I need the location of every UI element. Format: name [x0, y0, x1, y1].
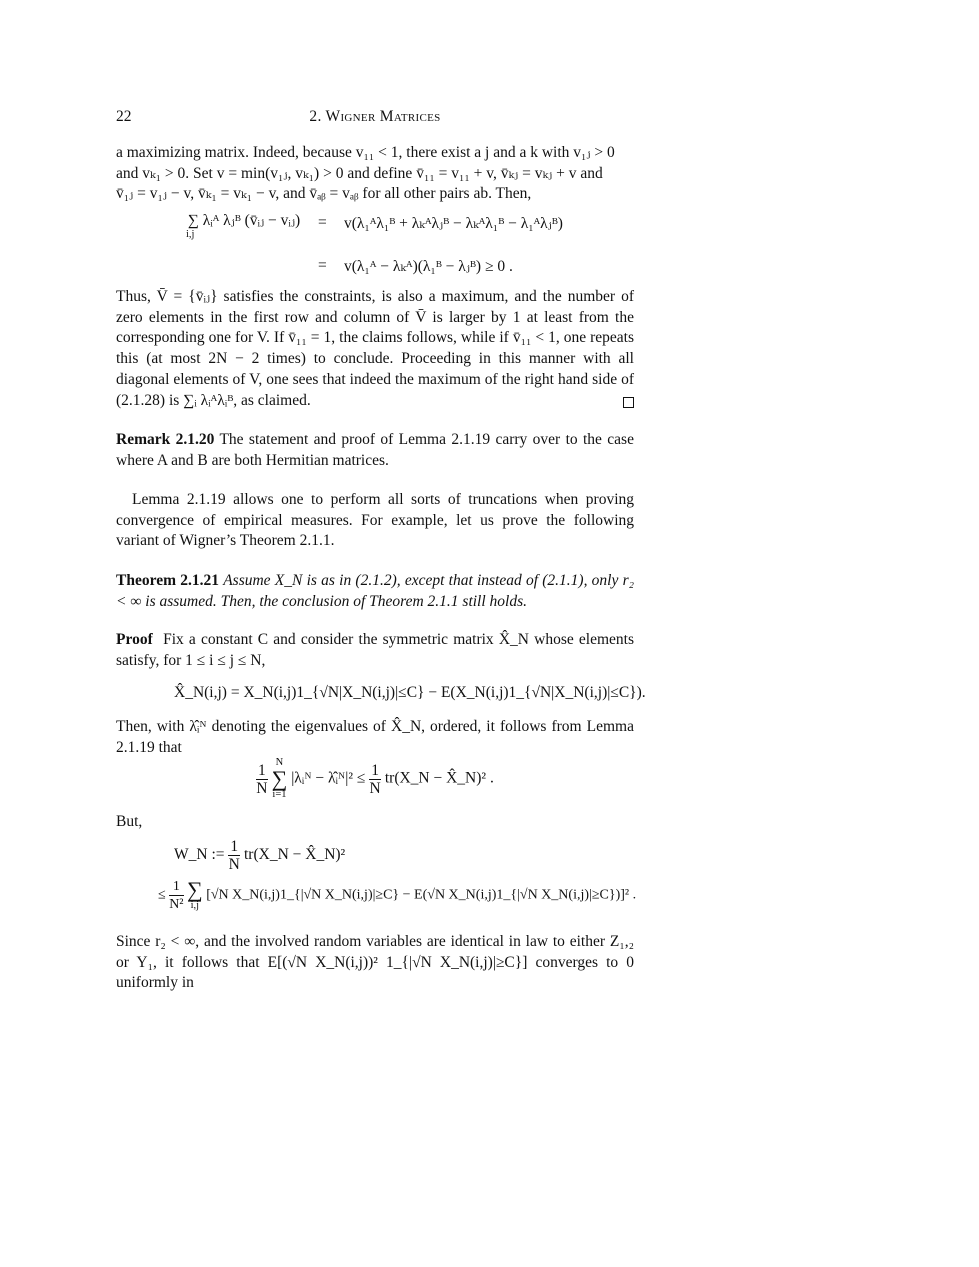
sum-upper-limit: N [275, 757, 284, 768]
summation: ∑ i,j [187, 876, 203, 911]
sum-index: i,j [190, 899, 200, 911]
proof-end [116, 287, 634, 411]
text-line: a maximizing matrix. Indeed, because v₁₁ < 1, there exist a j and a k with v₁ⱼ > 0 [116, 144, 615, 161]
proof [116, 630, 634, 671]
denominator: N [256, 779, 268, 797]
page-header [116, 108, 634, 128]
fraction [228, 838, 240, 873]
fraction [169, 878, 183, 913]
equation-body: |λᵢᴺ − λ̂ᵢᴺ|² ≤ [291, 769, 366, 787]
numerator: 1 [169, 878, 183, 896]
final-text [116, 932, 634, 994]
equals-sign: = [318, 257, 327, 274]
equation-body: X̂_N(i,j) = X_N(i,j)1_{√N|X_N(i,j)|≤C} − E(X_N(i,j)1_{√N|X_N(i,j)|≤C}). [174, 684, 646, 701]
chapter-title: 2. Wigner Matrices [309, 108, 441, 125]
numerator: 1 [258, 761, 266, 779]
page-number: 22 [116, 108, 132, 125]
display-equation-3 [116, 757, 634, 813]
equation-tail: tr(X_N − X̂_N)² . [384, 769, 494, 787]
proof-label: Proof [116, 631, 153, 648]
equation-body: [√N X_N(i,j)1_{|√N X_N(i,j)|≥C} − E(√N X_N(i,j)1_{|√N X_N(i,j)|≥C})]² . [206, 887, 637, 903]
denominator: N² [169, 897, 184, 912]
then-text [116, 717, 634, 758]
remark-label: Remark 2.1.20 [116, 431, 215, 448]
theorem [116, 571, 634, 612]
denominator: N [228, 856, 240, 873]
qed-square-icon [623, 397, 634, 408]
numerator: 1 [371, 761, 379, 779]
fraction [369, 762, 381, 797]
but-text [116, 812, 634, 833]
summation: N ∑ i=1 [271, 757, 288, 800]
equation-rhs: v(λ₁ᴬ − λₖᴬ)(λ₁ᴮ − λⱼᴮ) ≥ 0 . [344, 258, 513, 275]
theorem-label: Theorem 2.1.21 [116, 572, 219, 589]
equation-rhs: tr(X_N − X̂_N)² [244, 846, 346, 864]
text-line: But, [116, 813, 143, 830]
sum-index: i,j [186, 229, 195, 240]
display-equation-4 [116, 838, 637, 928]
denominator: N [369, 779, 381, 797]
paragraph-text: Lemma 2.1.19 allows one to perform all sorts of truncations when proving convergence of empirical measures. For example, let us prove the following variant of Wigner’s Theorem 2.1.1. [116, 491, 634, 550]
equation-lhs: ∑ λᵢᴬ λⱼᴮ (v̄ᵢⱼ − vᵢⱼ) [187, 212, 301, 229]
proof-continuation [116, 143, 634, 205]
equals-sign: = [318, 214, 327, 231]
remark [116, 430, 634, 471]
display-equation-1 [116, 208, 634, 284]
text-line: Since r₂ < ∞, and the involved random variables are identical in law to either Z₁,₂ or Y₁, it follows that E[(√N X_N(i,j))² 1_{|√N X_N(i,j)|≥C}] converges to 0 uniformly in [116, 933, 634, 992]
equation-lhs: W_N := [174, 846, 225, 864]
paragraph [116, 490, 634, 552]
sum-lower-limit: i=1 [272, 789, 287, 800]
equation-rhs: v(λ₁ᴬλ₁ᴮ + λₖᴬλⱼᴮ − λₖᴬλ₁ᴮ − λ₁ᴬλⱼᴮ) [344, 215, 563, 232]
text-line: and vₖ₁ > 0. Set v = min(v₁ⱼ, vₖ₁) > 0 and define v̄₁₁ = v₁₁ + v, v̄ₖⱼ = vₖⱼ + v and [116, 164, 603, 182]
remark-text: The statement and proof of Lemma 2.1.19 carry over to the case where A and B are both Hermitian matrices. [116, 431, 634, 469]
fraction [256, 762, 268, 797]
text-line: Then, with λ̂ᵢᴺ denoting the eigenvalues of X̂_N, ordered, it follows from Lemma 2.1.19 that [116, 718, 634, 756]
less-equal-sign: ≤ [158, 887, 166, 903]
proof-text: Thus, V̄ = {v̄ᵢⱼ} satisfies the constraints, is also a maximum, and the number of zero elements in the first row and column of V̄ is larger by 1 at least from the corresponding one for V. If v̄₁₁ = 1, the claims follows, while if v̄₁₁ < 1, one repeats this (at most 2N − 2 times) to conclude. Proceeding in this manner with all diagonal elements of V, one sees that indeed the maximum of the right hand side of (2.1.28) is ∑ᵢ λᵢᴬλᵢᴮ, as claimed. [116, 288, 634, 409]
text-line: v̄₁ⱼ = v₁ⱼ − v, v̄ₖ₁ = vₖ₁ − v, and v̄ₐᵦ = vₐᵦ for all other pairs ab. Then, [116, 185, 532, 203]
numerator: 1 [230, 838, 239, 855]
theorem-text: Assume X_N is as in (2.1.2), except that instead of (2.1.1), only r₂ < ∞ is assumed. Then, the conclusion of Theorem 2.1.1 still holds. [116, 572, 635, 610]
proof-text: Fix a constant C and consider the symmetric matrix X̂_N whose elements satisfy, for 1 ≤ i ≤ j ≤ N, [116, 631, 634, 669]
